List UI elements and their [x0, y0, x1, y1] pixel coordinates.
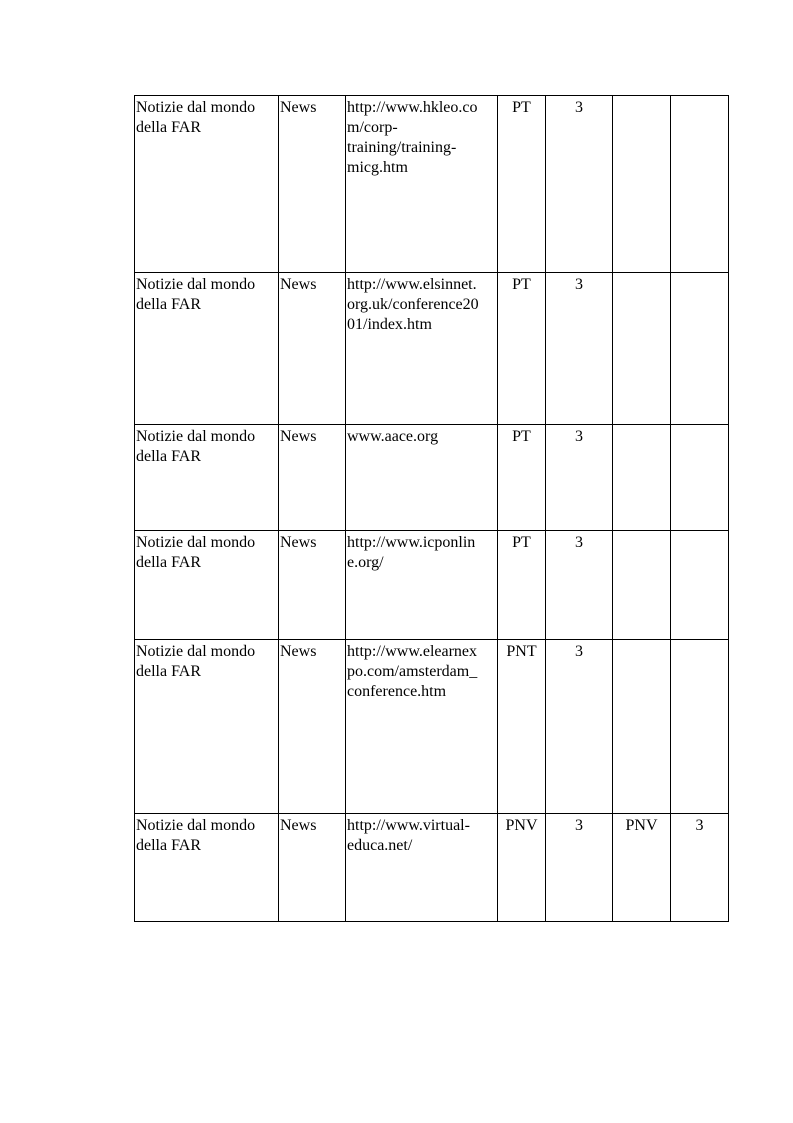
second-score-cell [671, 640, 729, 814]
type-cell: News [279, 640, 346, 814]
type-cell: News [279, 425, 346, 531]
url-cell: http://www.elsinnet. org.uk/conference20 01/index.htm [346, 273, 498, 425]
title-cell: Notizie dal mondo della FAR [135, 425, 279, 531]
type-cell: News [279, 531, 346, 640]
second-code-cell [613, 96, 671, 273]
url-cell: http://www.virtual- educa.net/ [346, 814, 498, 922]
score-cell: 3 [546, 273, 613, 425]
title-cell: Notizie dal mondo della FAR [135, 96, 279, 273]
url-cell: http://www.hkleo.co m/corp- training/training- micg.htm [346, 96, 498, 273]
second-score-cell [671, 425, 729, 531]
second-score-cell: 3 [671, 814, 729, 922]
second-code-cell [613, 273, 671, 425]
second-score-cell [671, 273, 729, 425]
second-score-cell [671, 531, 729, 640]
table-row [135, 640, 729, 814]
code-cell: PNT [498, 640, 546, 814]
title-cell: Notizie dal mondo della FAR [135, 814, 279, 922]
score-cell: 3 [546, 814, 613, 922]
url-cell: http://www.elearnex po.com/amsterdam_ conference.htm [346, 640, 498, 814]
score-cell: 3 [546, 425, 613, 531]
code-cell: PT [498, 96, 546, 273]
score-cell: 3 [546, 531, 613, 640]
table-row [135, 96, 729, 273]
second-code-cell [613, 640, 671, 814]
resource-table [134, 95, 729, 922]
table-row [135, 273, 729, 425]
code-cell: PT [498, 273, 546, 425]
url-cell: www.aace.org [346, 425, 498, 531]
code-cell: PT [498, 531, 546, 640]
code-cell: PNV [498, 814, 546, 922]
title-cell: Notizie dal mondo della FAR [135, 640, 279, 814]
url-cell: http://www.icponlin e.org/ [346, 531, 498, 640]
second-score-cell [671, 96, 729, 273]
table-row [135, 814, 729, 922]
second-code-cell: PNV [613, 814, 671, 922]
title-cell: Notizie dal mondo della FAR [135, 531, 279, 640]
table-row [135, 531, 729, 640]
second-code-cell [613, 425, 671, 531]
title-cell: Notizie dal mondo della FAR [135, 273, 279, 425]
type-cell: News [279, 814, 346, 922]
type-cell: News [279, 96, 346, 273]
score-cell: 3 [546, 96, 613, 273]
type-cell: News [279, 273, 346, 425]
score-cell: 3 [546, 640, 613, 814]
second-code-cell [613, 531, 671, 640]
table-row [135, 425, 729, 531]
code-cell: PT [498, 425, 546, 531]
